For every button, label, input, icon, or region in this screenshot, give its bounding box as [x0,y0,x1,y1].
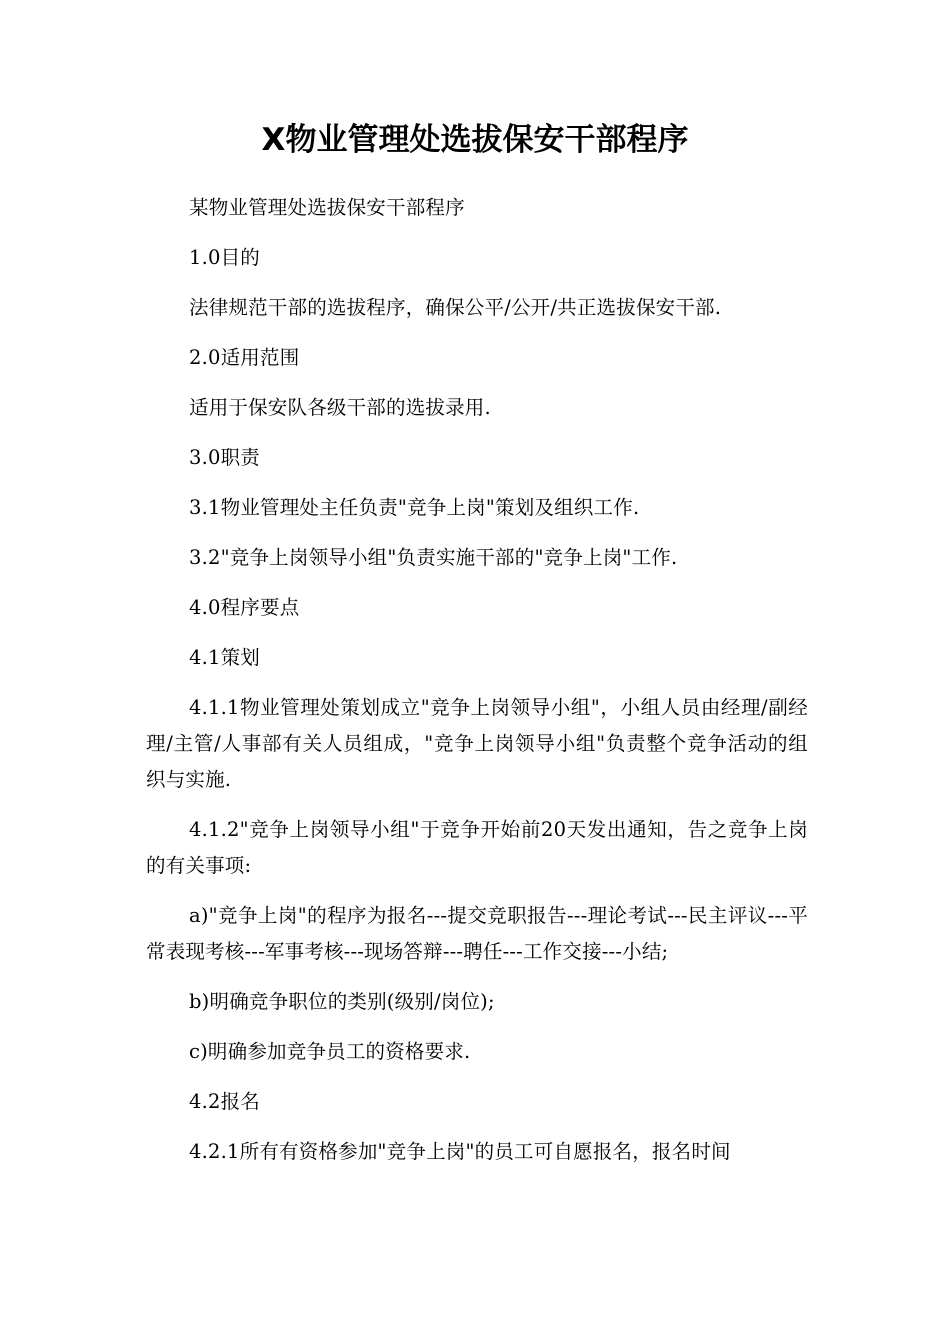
paragraph-item-a: a)"竞争上岗"的程序为报名---提交竞职报告---理论考试---民主评议---平常表现考核---军事考核---现场答辩---聘任---工作交接---小结; [146,904,808,963]
paragraph-4-1-1: 4.1.1物业管理处策划成立"竞争上岗领导小组"，小组人员由经理/副经理/主管/人事部有关人员组成，"竞争上岗领导小组"负责整个竞争活动的组织与实施. [146,696,808,791]
paragraph-4-2-1: 4.2.1所有有资格参加"竞争上岗"的员工可自愿报名，报名时间 [189,1140,731,1163]
heading-scope: 2.0适用范围 [189,346,300,369]
paragraph-scope: 适用于保安队各级干部的选拔录用. [189,396,491,419]
heading-planning: 4.1策划 [189,646,261,669]
paragraph-intro: 某物业管理处选拔保安干部程序 [189,196,465,219]
paragraph-3-1: 3.1物业管理处主任负责"竞争上岗"策划及组织工作. [189,496,640,519]
paragraph-purpose: 法律规范干部的选拔程序，确保公平/公开/共正选拔保安干部. [189,296,722,319]
document-body [146,190,808,1184]
paragraph-3-2: 3.2"竞争上岗领导小组"负责实施干部的"竞争上岗"工作. [189,546,678,569]
heading-purpose: 1.0目的 [189,246,261,269]
paragraph-4-1-2: 4.1.2"竞争上岗领导小组"于竞争开始前20天发出通知，告之竞争上岗的有关事项: [146,818,808,877]
heading-responsibilities: 3.0职责 [189,446,261,469]
paragraph-item-c: c)明确参加竞争员工的资格要求. [189,1040,471,1063]
heading-procedure: 4.0程序要点 [189,596,300,619]
heading-registration: 4.2报名 [189,1090,261,1113]
paragraph-item-b: b)明确竞争职位的类别(级别/岗位); [189,990,495,1013]
document-title: X物业管理处选拔保安干部程序 [261,122,689,158]
